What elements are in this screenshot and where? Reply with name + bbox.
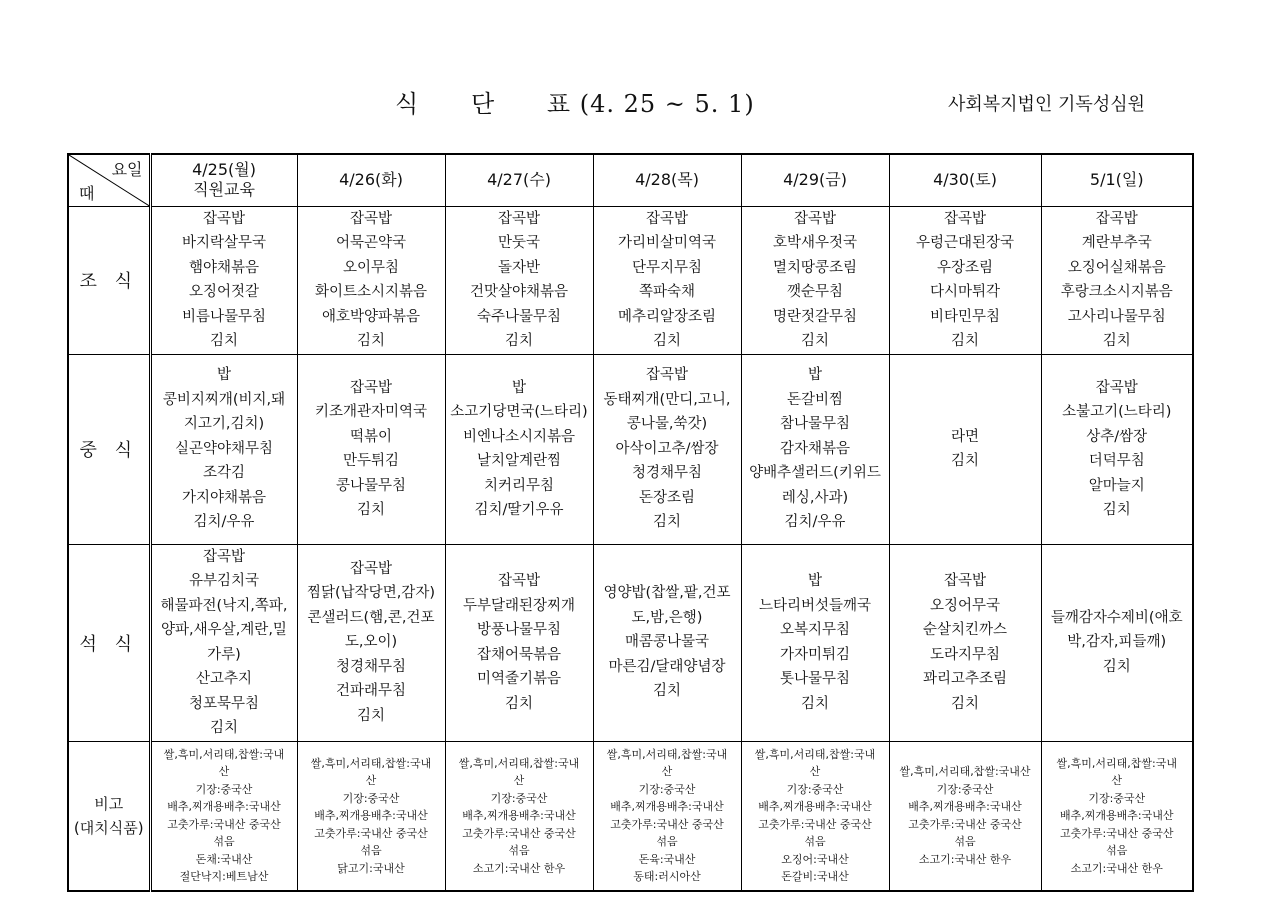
- corner-cell: [68, 154, 150, 206]
- menu-item: 동태찌개(만디,고니,: [603, 391, 731, 408]
- menu-item: 콘샐러드(햄,콘,건포: [307, 609, 435, 626]
- menu-item: 김치: [209, 333, 238, 349]
- menu-item: 영양밥(찹쌀,팥,건포: [603, 585, 731, 602]
- menu-item: 양배추샐러드(키위드: [749, 465, 881, 482]
- origin-note-cell: [1041, 741, 1193, 891]
- menu-item: 잡곡밥: [645, 367, 689, 384]
- menu-item: 잡곡밥: [943, 210, 987, 227]
- menu-item: 가리비살미역국: [617, 235, 717, 251]
- menu-item: 미역줄기볶음: [476, 671, 562, 687]
- menu-item: 김치: [950, 695, 979, 712]
- origin-note-line: 기장:중국산: [1088, 791, 1146, 805]
- menu-item: 호박새우젓국: [772, 235, 858, 251]
- organization-name: 사회복지법인 기독성심원: [948, 94, 1145, 115]
- menu-item: 비름나물무침: [181, 308, 267, 325]
- menu-item: 비타민무침: [929, 308, 1001, 325]
- menu-item: 김치: [356, 333, 385, 349]
- menu-item: 잡곡밥: [645, 210, 689, 227]
- menu-item: 치커리무침: [483, 477, 555, 494]
- menu-item: 콩나물,쑥갓): [626, 416, 708, 433]
- menu-item: 두부달래된장찌개: [462, 597, 576, 614]
- menu-item: 잡곡밥: [1095, 210, 1138, 227]
- menu-item: 화이트소시지볶음: [314, 284, 428, 300]
- menu-cell: [1041, 354, 1193, 544]
- menu-item: 잡곡밥: [497, 573, 541, 589]
- origin-note-line: 배추,찌개용배추:국내산: [908, 800, 1022, 814]
- menu-item: 잡곡밥: [202, 548, 246, 565]
- origin-note-line: 고춧가루:국내산 중국산: [610, 817, 724, 831]
- menu-item: 후랑크소시지볶음: [1060, 284, 1173, 300]
- day-date: 4/27(수): [487, 170, 551, 190]
- menu-item: 오징어실채볶음: [1067, 259, 1166, 276]
- origin-note-line: 닭고기:국내산: [337, 861, 405, 875]
- menu-item: 깻순무침: [786, 284, 844, 300]
- lunch-row: [68, 354, 1193, 544]
- menu-item: 콩나물무침: [335, 477, 407, 494]
- origin-note-line: 산: [218, 765, 230, 779]
- menu-item: 김치: [356, 502, 385, 518]
- menu-cell: [150, 206, 297, 354]
- menu-item: 김치: [504, 695, 533, 712]
- menu-item: 밥: [807, 367, 822, 384]
- notes-label-line: 비고: [94, 794, 124, 813]
- menu-item: 더덕무침: [1088, 453, 1145, 469]
- day-date: 4/30(토): [933, 170, 997, 190]
- origin-note-line: 기장:중국산: [936, 782, 994, 796]
- meal-label-dinner: 석 식: [68, 544, 150, 741]
- origin-note-line: 쌀,흑미,서리태,찹쌀:국내: [754, 747, 876, 761]
- menu-cell: [889, 354, 1041, 544]
- menu-item: 잡채어묵볶음: [476, 646, 562, 663]
- menu-item: 메추리알장조림: [617, 308, 717, 325]
- menu-item: 느타리버섯들깨국: [758, 597, 872, 614]
- origin-note-line: 쌀,흑미,서리태,찹쌀:국내: [310, 756, 432, 770]
- menu-cell: [150, 354, 297, 544]
- origin-note-line: 쌀,흑미,서리태,찹쌀:국내: [606, 747, 728, 761]
- menu-item: 쪽파숙채: [638, 284, 696, 300]
- notes-label: [68, 741, 150, 891]
- menu-item: 유부김치국: [188, 573, 260, 589]
- origin-note-line: 배추,찌개용배추:국내산: [462, 809, 576, 822]
- menu-cell: [445, 354, 593, 544]
- origin-note-line: 산: [513, 774, 525, 787]
- corner-meal-label: 때: [79, 183, 95, 203]
- menu-item: 밥: [216, 367, 231, 384]
- corner-day-label: 요일: [111, 160, 143, 179]
- origin-note-line: 절단낙지:베트남산: [179, 870, 269, 884]
- menu-item: 소고기당면국(느타리): [450, 404, 588, 420]
- menu-item: 콩비지찌개(비지,돼: [162, 391, 286, 408]
- menu-item: 가루): [207, 646, 241, 663]
- menu-item: 날치알계란찜: [476, 453, 562, 469]
- origin-note-line: 섞음: [360, 844, 382, 857]
- origin-note-line: 섞음: [508, 844, 530, 857]
- menu-item: 우렁근대된장국: [915, 235, 1015, 251]
- origin-note-line: 쌀,흑미,서리태,찹쌀:국내산: [899, 765, 1031, 779]
- menu-item: 키조개관자미역국: [314, 404, 428, 420]
- day-header: [445, 154, 593, 206]
- menu-item: 잡곡밥: [202, 210, 246, 227]
- menu-item: 순살치킨까스: [922, 622, 1008, 638]
- menu-cell: [445, 206, 593, 354]
- menu-item: 가자미튀김: [779, 646, 851, 663]
- menu-item: 해물파전(낙지,쪽파,: [160, 597, 288, 614]
- menu-item: 김치: [1102, 333, 1131, 349]
- menu-item: 바지락살무국: [181, 235, 267, 251]
- origin-note-line: 기장:중국산: [786, 782, 844, 796]
- menu-item: 레싱,사과): [781, 489, 849, 506]
- origin-note-line: 기장:중국산: [195, 782, 253, 796]
- menu-item: 산고추지: [195, 671, 253, 687]
- menu-item: 김치: [356, 707, 385, 724]
- origin-note-line: 섞음: [954, 835, 976, 849]
- origin-note-line: 돈육:국내산: [638, 852, 696, 866]
- menu-item: 감자채볶음: [779, 440, 851, 457]
- origin-note-cell: [741, 741, 889, 891]
- menu-item: 청포묵무침: [188, 695, 260, 712]
- menu-item: 멸치땅콩조림: [772, 259, 858, 276]
- menu-cell: [1041, 544, 1193, 741]
- menu-item: 밥: [511, 379, 526, 396]
- menu-item: 만둣국: [497, 235, 541, 251]
- menu-item: 도,오이): [344, 634, 398, 651]
- menu-item: 비엔나소시지볶음: [462, 428, 576, 445]
- menu-item: 실곤약야채무침: [174, 440, 274, 457]
- menu-item: 김치: [950, 453, 979, 469]
- origin-note-line: 소고기:국내산 한우: [472, 861, 566, 875]
- menu-item: 잡곡밥: [497, 210, 541, 227]
- menu-item: 상추/쌈장: [1086, 428, 1148, 445]
- origin-note-line: 고춧가루:국내산 중국산: [462, 826, 576, 840]
- origin-note-line: 섞음: [656, 835, 678, 849]
- menu-item: 김치/딸기우유: [474, 502, 564, 518]
- menu-item: 김치: [1102, 658, 1131, 675]
- menu-item: 잡곡밥: [349, 560, 393, 577]
- menu-item: 건파래무침: [335, 683, 407, 700]
- menu-item: 박,감자,피들깨): [1067, 634, 1167, 651]
- origin-note-line: 산: [1111, 774, 1123, 787]
- menu-item: 돌자반: [497, 259, 541, 276]
- menu-item: 김치: [652, 514, 681, 531]
- menu-item: 고사리나물무침: [1067, 308, 1166, 325]
- meal-label-breakfast: 조 식: [68, 206, 150, 354]
- day-date: 4/28(목): [635, 170, 699, 190]
- menu-item: 마른김/달래양념장: [608, 658, 726, 675]
- menu-item: 김치: [652, 333, 681, 349]
- notes-row: [68, 741, 1193, 891]
- menu-item: 소불고기(느타리): [1062, 404, 1172, 420]
- day-header: [593, 154, 741, 206]
- origin-note-line: 산: [365, 774, 377, 787]
- day-header: [297, 154, 445, 206]
- menu-cell: [889, 544, 1041, 741]
- menu-item: 오복지무침: [779, 622, 851, 638]
- menu-item: 잡곡밥: [943, 573, 987, 589]
- menu-item: 김치: [800, 333, 829, 349]
- origin-note-line: 고춧가루:국내산 중국산: [1060, 826, 1174, 840]
- day-date: 4/25(월): [192, 160, 256, 180]
- menu-item: 돈장조림: [638, 489, 696, 506]
- menu-item: 잡곡밥: [1095, 379, 1138, 396]
- day-header: [150, 154, 297, 206]
- origin-note-line: 기장:중국산: [638, 782, 696, 796]
- menu-item: 지고기,김치): [183, 416, 265, 433]
- menu-item: 알마늘지: [1088, 477, 1145, 494]
- origin-note-cell: [593, 741, 741, 891]
- origin-note-line: 고춧가루:국내산 중국산: [908, 817, 1022, 831]
- day-date: 4/29(금): [783, 170, 847, 190]
- origin-note-line: 쌀,흑미,서리태,찹쌀:국내: [1056, 756, 1177, 770]
- menu-item: 들깨감자수제비(애호: [1050, 609, 1183, 626]
- menu-cell: [297, 544, 445, 741]
- menu-table: [67, 153, 1194, 892]
- origin-note-line: 기장:중국산: [342, 791, 400, 805]
- menu-item: 김치: [652, 683, 681, 700]
- day-header: [1041, 154, 1193, 206]
- menu-cell: [297, 206, 445, 354]
- dinner-row: [68, 544, 1193, 741]
- origin-note-line: 섞음: [804, 835, 826, 849]
- origin-note-cell: [445, 741, 593, 891]
- meal-label-lunch: 중 식: [68, 354, 150, 544]
- menu-item: 김치: [950, 333, 979, 349]
- menu-item: 잡곡밥: [349, 210, 393, 227]
- menu-cell: [593, 354, 741, 544]
- origin-note-line: 동태:러시아산: [633, 870, 701, 884]
- menu-cell: [593, 544, 741, 741]
- menu-item: 건맛살야채볶음: [469, 284, 569, 300]
- page-title: 식 단 표 (4. 25 ~ 5. 1): [395, 90, 755, 118]
- menu-item: 찜닭(납작당면,감자): [307, 585, 435, 602]
- menu-item: 김치/우유: [784, 514, 846, 531]
- menu-item: 꽈리고추조림: [922, 671, 1008, 687]
- origin-note-line: 고춧가루:국내산 중국산: [167, 817, 281, 831]
- menu-item: 오이무침: [342, 259, 400, 276]
- menu-item: 단무지무침: [631, 259, 703, 276]
- menu-item: 숙주나물무침: [476, 308, 562, 325]
- menu-item: 톳나물무침: [779, 671, 851, 687]
- origin-note-line: 섞음: [1106, 844, 1128, 857]
- origin-note-line: 오징어:국내산: [781, 852, 849, 866]
- menu-item: 애호박양파볶음: [321, 308, 421, 325]
- menu-item: 김치: [504, 333, 533, 349]
- origin-note-line: 배추,찌개용배추:국내산: [610, 800, 724, 814]
- menu-item: 도라지무침: [929, 646, 1001, 663]
- menu-item: 김치: [209, 720, 238, 736]
- origin-note-line: 배추,찌개용배추:국내산: [758, 800, 872, 814]
- origin-note-cell: [889, 741, 1041, 891]
- menu-item: 방풍나물무침: [476, 622, 562, 638]
- menu-item: 아삭이고추/쌈장: [615, 440, 719, 457]
- menu-cell: [889, 206, 1041, 354]
- menu-item: 어묵곤약국: [335, 235, 407, 251]
- menu-item: 잡곡밥: [349, 379, 393, 396]
- origin-note-line: 배추,찌개용배추:국내산: [314, 809, 428, 822]
- origin-note-line: 고춧가루:국내산 중국산: [314, 826, 428, 840]
- header-row: [68, 154, 1193, 206]
- day-date: 4/26(화): [339, 170, 403, 190]
- origin-note-line: 소고기:국내산 한우: [918, 852, 1012, 866]
- origin-note-line: 고춧가루:국내산 중국산: [758, 817, 872, 831]
- menu-item: 계란부추국: [1081, 235, 1152, 251]
- menu-item: 가지야채볶음: [181, 489, 267, 506]
- menu-item: 만두튀김: [342, 453, 400, 469]
- menu-item: 청경채무침: [631, 465, 703, 482]
- menu-item: 매콤콩나물국: [624, 634, 710, 651]
- day-header: [889, 154, 1041, 206]
- menu-cell: [593, 206, 741, 354]
- menu-item: 잡곡밥: [793, 210, 837, 227]
- origin-note-line: 기장:중국산: [490, 791, 548, 805]
- menu-item: 김치: [1102, 502, 1131, 518]
- origin-note-line: 산: [809, 765, 821, 779]
- menu-item: 도,밤,은행): [631, 609, 703, 626]
- menu-item: 햄야채볶음: [188, 259, 260, 276]
- breakfast-row: [68, 206, 1193, 354]
- origin-note-line: 쌀,흑미,서리태,찹쌀:국내: [458, 756, 580, 770]
- menu-cell: [741, 544, 889, 741]
- menu-item: 김치: [800, 695, 829, 712]
- menu-cell: [741, 354, 889, 544]
- menu-item: 김치/우유: [193, 514, 255, 531]
- menu-item: 다시마튀각: [929, 284, 1001, 300]
- day-date: 5/1(일): [1089, 170, 1144, 190]
- menu-cell: [150, 544, 297, 741]
- menu-cell: [445, 544, 593, 741]
- menu-item: 밥: [807, 573, 822, 589]
- origin-note-cell: [150, 741, 297, 891]
- day-note: 직원교육: [193, 180, 255, 200]
- menu-cell: [1041, 206, 1193, 354]
- menu-item: 돈갈비찜: [786, 391, 844, 408]
- origin-note-line: 배추,찌개용배추:국내산: [1060, 809, 1174, 822]
- menu-item: 우장조림: [936, 259, 994, 276]
- menu-item: 명란젓갈무침: [772, 308, 858, 325]
- menu-cell: [741, 206, 889, 354]
- menu-item: 청경채무침: [335, 658, 407, 675]
- menu-cell: [297, 354, 445, 544]
- menu-item: 조각김: [202, 465, 246, 482]
- day-header: [741, 154, 889, 206]
- menu-item: 오징어무국: [929, 597, 1001, 614]
- origin-note-cell: [297, 741, 445, 891]
- menu-item: 라면: [950, 428, 979, 445]
- origin-note-line: 소고기:국내산 한우: [1070, 861, 1163, 875]
- menu-item: 떡볶이: [349, 428, 393, 445]
- origin-note-line: 돈채:국내산: [195, 852, 253, 866]
- menu-item: 참나물무침: [779, 416, 851, 433]
- origin-note-line: 쌀,흑미,서리태,찹쌀:국내: [163, 747, 285, 761]
- origin-note-line: 배추,찌개용배추:국내산: [167, 800, 281, 814]
- origin-note-line: 돈갈비:국내산: [781, 870, 849, 884]
- origin-note-line: 섞음: [213, 835, 235, 849]
- origin-note-line: 산: [661, 765, 673, 779]
- notes-label-line: (대치식품): [73, 818, 144, 837]
- menu-item: 오징어젓갈: [188, 284, 260, 300]
- menu-item: 양파,새우살,계란,밀: [161, 622, 287, 638]
